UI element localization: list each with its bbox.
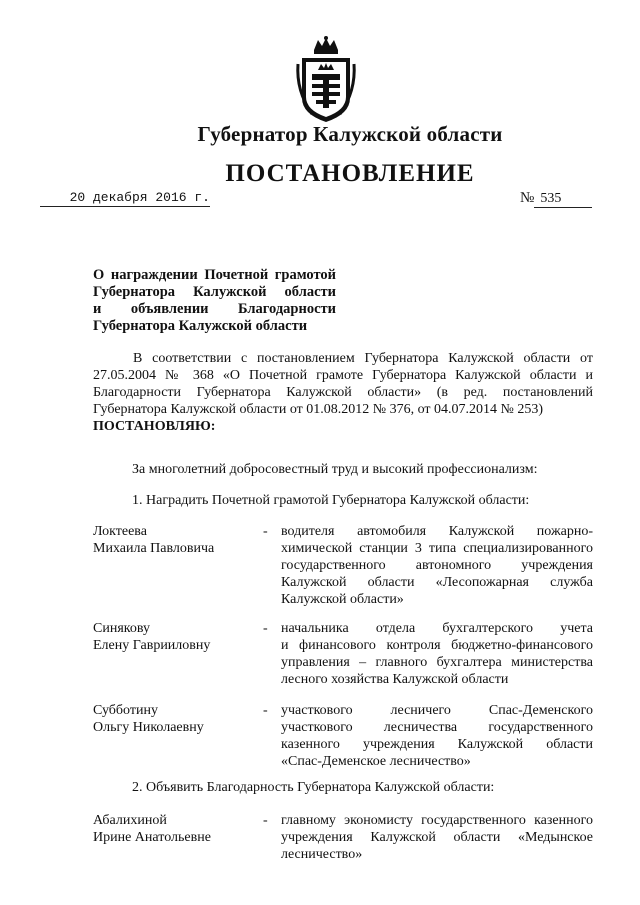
section1-title: 1. Наградить Почетной грамотой Губернатора Калужской области: [132,493,530,508]
document-type: ПОСТАНОВЛЕНИЕ [225,160,475,187]
position-line: водителя автомобиля Калужской пожарно- [281,524,593,539]
person-position [281,523,593,608]
position-line: казенного учреждения Калужской области [281,737,593,752]
number-label: № [520,190,535,206]
surname: Субботину [93,703,158,718]
entry-dash: - [263,524,268,539]
person-name [93,812,263,846]
preamble-text: В соответствии с постановлением Губернатора Калужской области от 27.05.2004 № 368 «О Почетной грамоте Губернатора Калужской области и Благодарности Губернатора Калужской области» (в ред. постановлений Губернатора Калужской области от 01.08.2012 № 376, от 04.07.2014 № 253) [93,351,593,417]
decree-word: ПОСТАНОВЛЯЮ: [93,419,216,434]
document-subject [93,267,336,335]
position-line: государственного автономного учреждения [281,558,593,573]
person-name [93,702,263,736]
person-position [281,702,593,770]
position-line: «Спас-Деменское лесничество» [281,754,471,769]
surname: Абалихиной [93,813,167,828]
entry-dash: - [263,703,268,718]
position-line: Калужской области «Лесопожарная служба [281,575,593,590]
document-date: 20 декабря 2016 г. [40,190,210,207]
given-names: Елену Гаврииловну [93,638,211,653]
person-position [281,620,593,688]
surname: Синякову [93,621,150,636]
subject-line: и объявлении Благодарности [93,301,336,317]
position-line: Калужской области» [281,592,404,607]
position-line: учреждения Калужской области «Медынское [281,830,593,845]
subject-line: Губернатора Калужской области [93,318,308,334]
position-line: управления – главного бухгалтера министерства [281,655,593,670]
reason-text: За многолетний добросовестный труд и высокий профессионализм: [132,462,538,477]
position-line: химической станции 3 типа специализированного [281,541,593,556]
document-number [520,190,592,208]
number-value: 535 [534,191,592,208]
coat-of-arms-icon [294,36,358,126]
position-line: лесного хозяйства Калужской области [281,672,509,687]
given-names: Михаила Павловича [93,541,215,556]
person-name [93,523,263,557]
person-position [281,812,593,863]
given-names: Ольгу Николаевну [93,720,204,735]
section2-title: 2. Объявить Благодарность Губернатора Калужской области: [132,780,495,795]
position-line: лесничество» [281,847,363,862]
position-line: участкового лесничества государственного [281,720,593,735]
person-name [93,620,263,654]
subject-line: О награждении Почетной грамотой [93,267,336,283]
entry-dash: - [263,813,268,828]
surname: Локтеева [93,524,147,539]
preamble [93,350,593,435]
given-names: Ирине Анатольевне [93,830,211,845]
entry-dash: - [263,621,268,636]
position-line: и финансового контроля бюджетно-финансового [281,638,593,653]
position-line: участкового лесничего Спас-Деменского [281,703,593,718]
position-line: начальника отдела бухгалтерского учета [281,621,593,636]
position-line: главному экономисту государственного казенного [281,813,593,828]
organization-title: Губернатор Калужской области [197,122,503,146]
subject-line: Губернатора Калужской области [93,284,336,300]
